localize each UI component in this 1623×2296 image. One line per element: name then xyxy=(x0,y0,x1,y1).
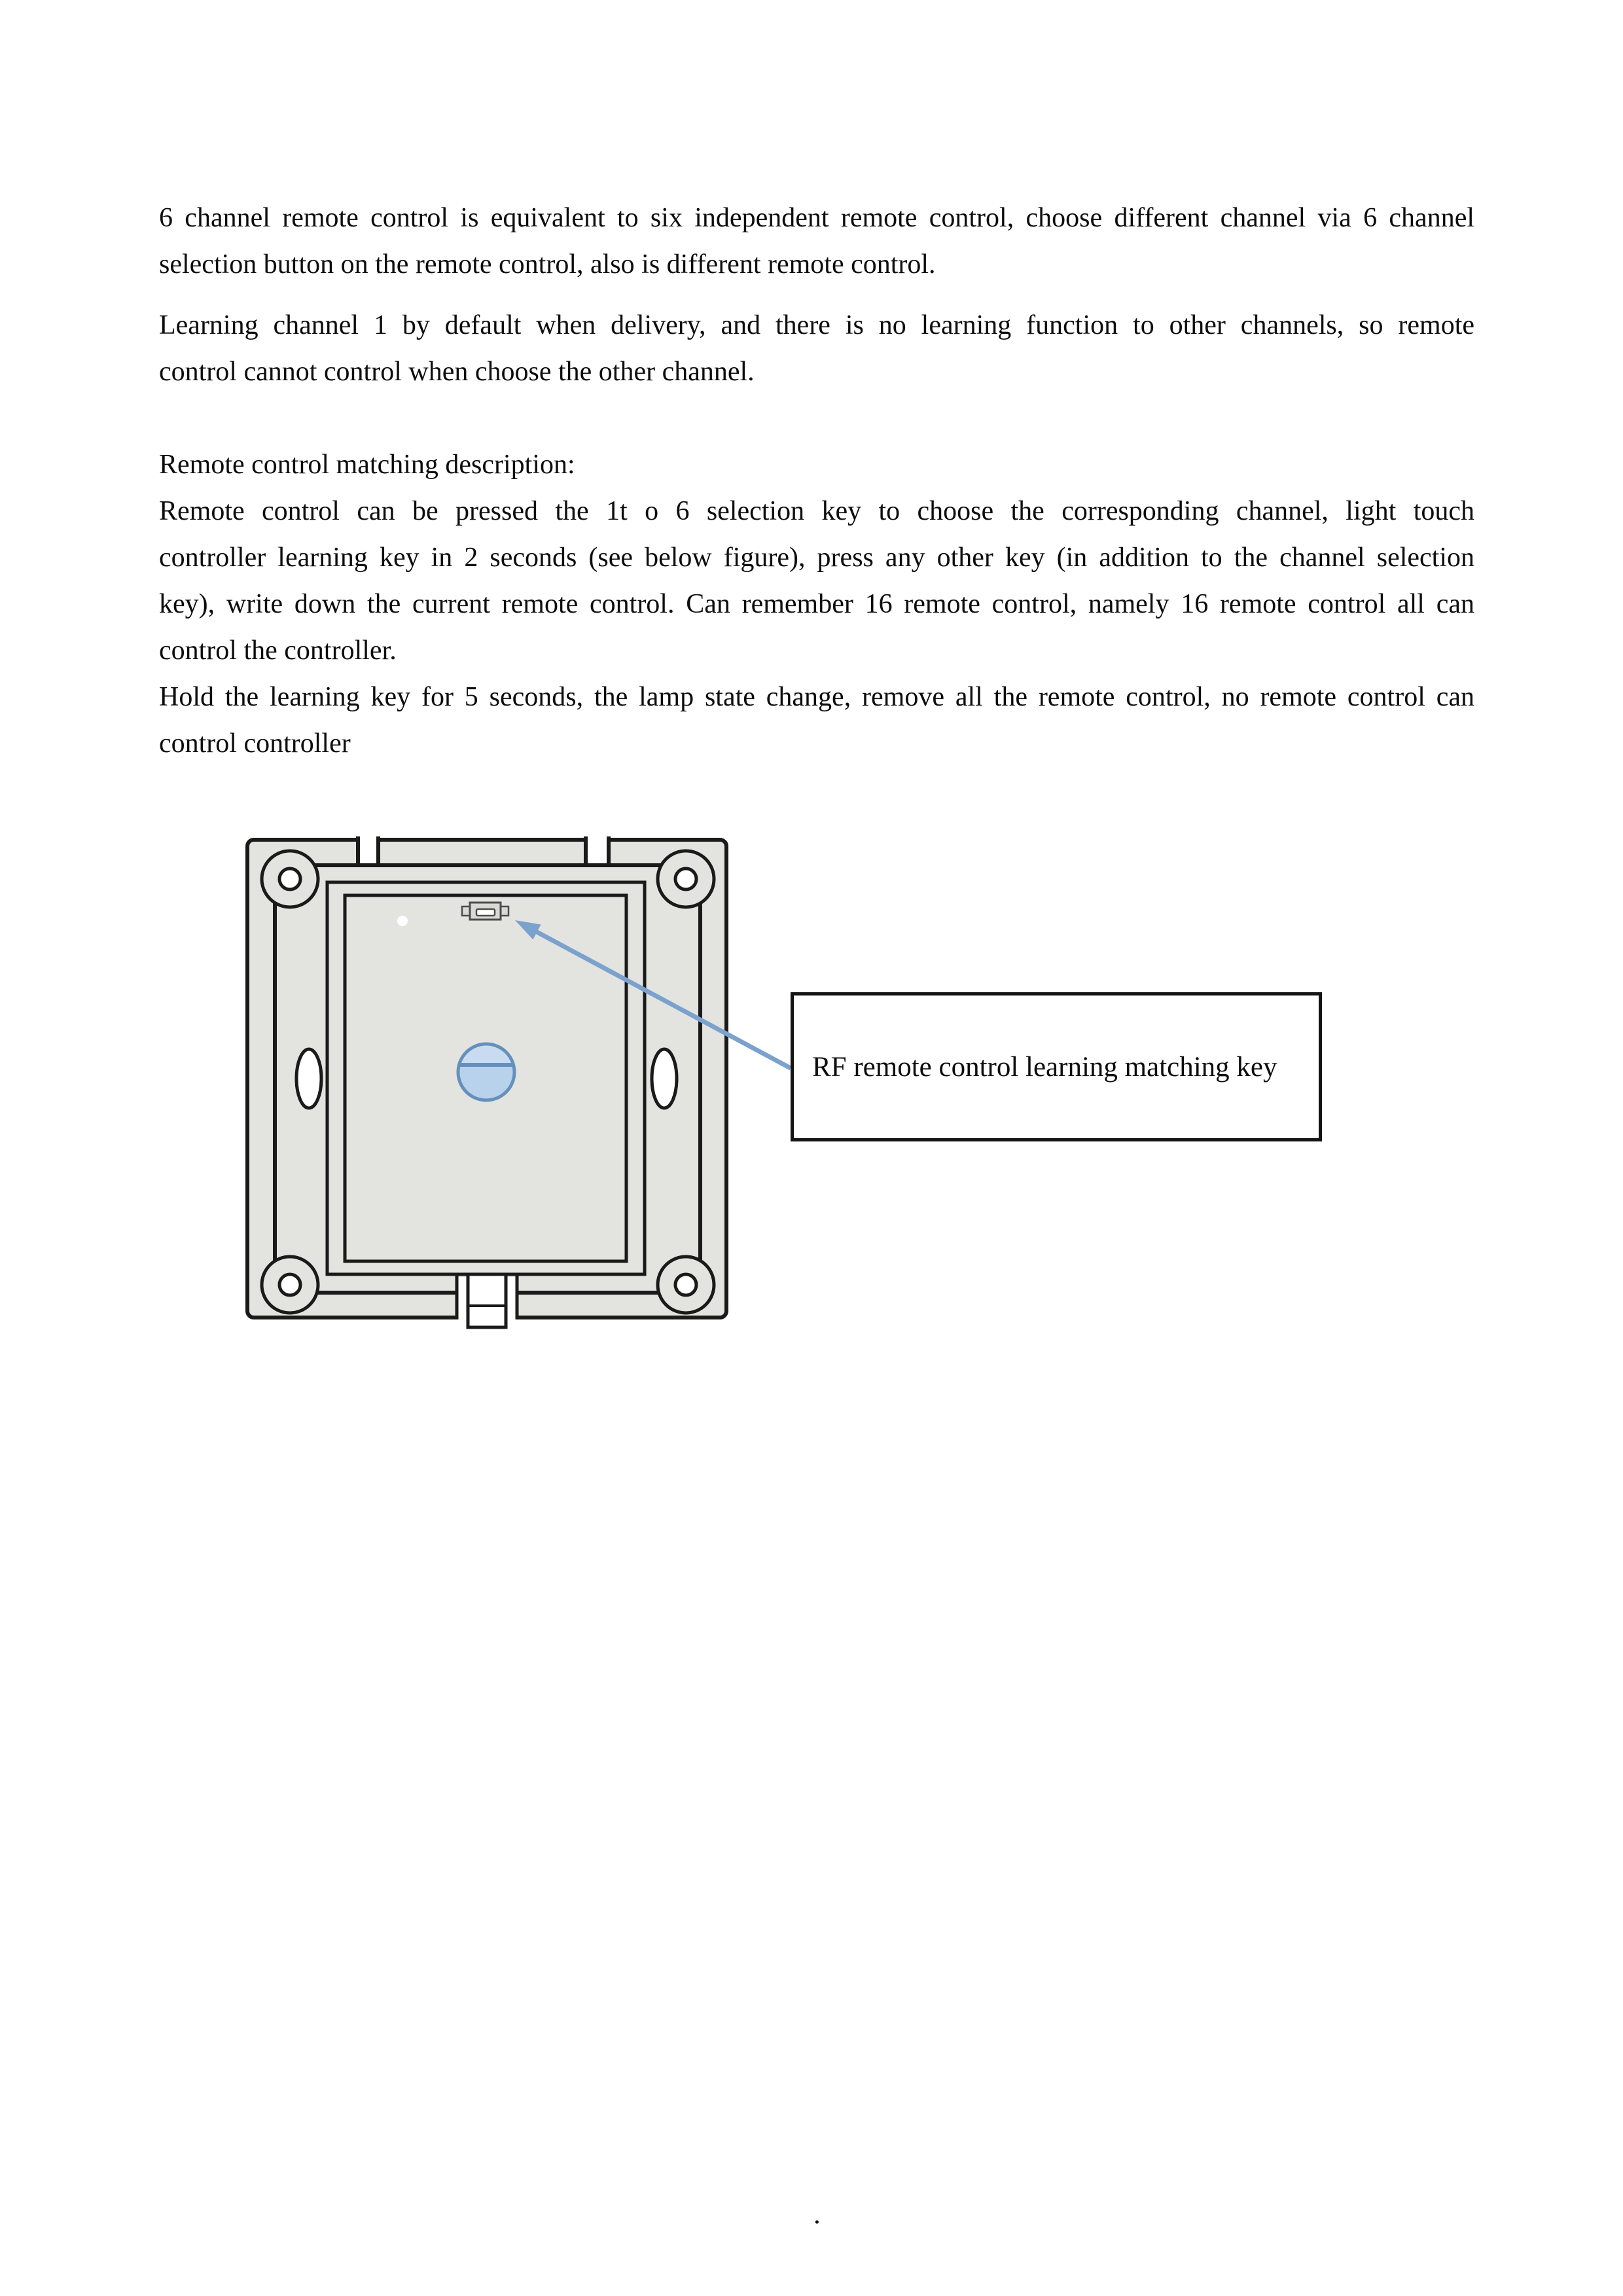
body-line: Hold the learning key for 5 seconds, the lamp state change, remove all the remote control, no remote control can xyxy=(159,682,1474,712)
body-line: control controller xyxy=(159,728,351,759)
bottom-tab xyxy=(457,1274,517,1327)
learning-key-button xyxy=(462,903,508,920)
device-diagram-svg xyxy=(242,831,812,1338)
body-line: 6 channel remote control is equivalent to six independent remote control, choose different channel via 6 channel xyxy=(159,203,1474,233)
slot-right xyxy=(652,1049,677,1108)
section-heading: Remote control matching description: xyxy=(159,450,575,480)
device-diagram xyxy=(242,831,812,1338)
callout-label xyxy=(791,992,1322,1141)
body-line: key), write down the current remote control. Can remember 16 remote control, namely 16 remote control all can xyxy=(159,589,1474,619)
footer-period: . xyxy=(813,2199,821,2230)
body-line: controller learning key in 2 seconds (see below figure), press any other key (in addition to the channel selection xyxy=(159,543,1474,573)
screw-hole-bottom-left xyxy=(279,1274,300,1295)
spacer xyxy=(159,395,1474,442)
body-line: control the controller. xyxy=(159,636,397,666)
screw-hole-top-right xyxy=(675,869,696,889)
body-line: control cannot control when choose the other channel. xyxy=(159,357,755,387)
callout-label-text: RF remote control learning matching key xyxy=(812,1051,1277,1083)
center-screw xyxy=(458,1044,514,1100)
slot-left xyxy=(296,1049,321,1108)
body-text xyxy=(159,195,1474,767)
body-line: Learning channel 1 by default when delivery, and there is no learning function to other channels, so remote xyxy=(159,310,1474,340)
led-indicator xyxy=(397,916,408,926)
body-line: Remote control can be pressed the 1t o 6 selection key to choose the corresponding channel, light touch xyxy=(159,496,1474,526)
screw-hole-top-left xyxy=(279,869,300,889)
body-line: selection button on the remote control, also is different remote control. xyxy=(159,249,936,279)
screw-hole-bottom-right xyxy=(675,1274,696,1295)
